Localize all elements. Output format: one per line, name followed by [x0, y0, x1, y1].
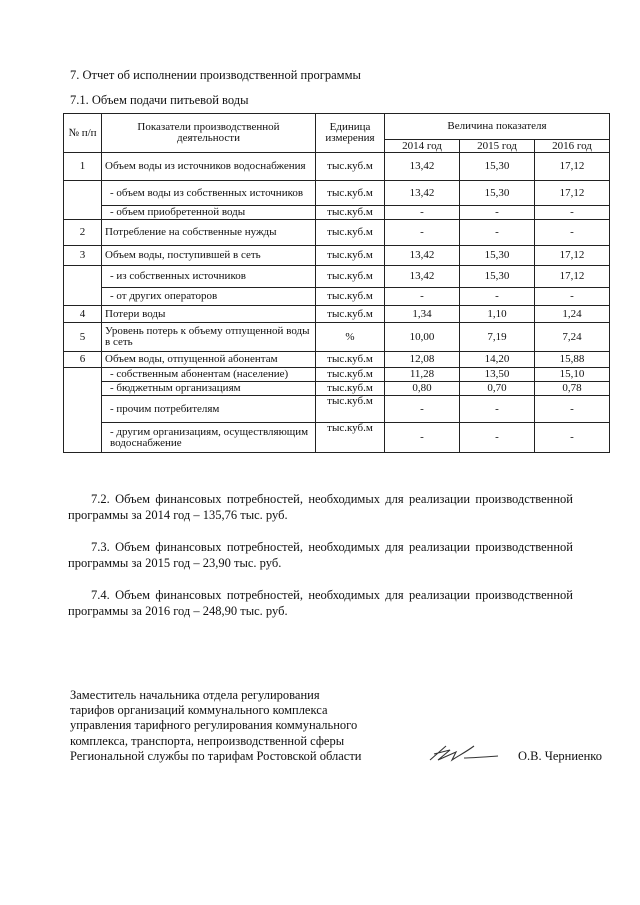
row-value-2015: -: [460, 396, 535, 423]
row-unit: тыс.куб.м: [316, 423, 385, 453]
row-unit: тыс.куб.м: [316, 206, 385, 220]
row-indicator: Объем воды, поступившей в сеть: [102, 246, 316, 266]
row-value-2015: 15,30: [460, 181, 535, 206]
row-value-2015: -: [460, 220, 535, 246]
table-row: [64, 323, 610, 352]
row-indicator: Потери воды: [102, 306, 316, 323]
row-value-2016: 17,12: [535, 266, 610, 288]
row-value-2014: 13,42: [385, 181, 460, 206]
row-value-2015: 13,50: [460, 368, 535, 382]
row-value-2014: 0,80: [385, 382, 460, 396]
row-value-2015: 15,30: [460, 266, 535, 288]
row-unit: тыс.куб.м: [316, 153, 385, 181]
table-row: [64, 246, 610, 266]
row-indicator: - из собственных источников: [102, 266, 316, 288]
table-row: [64, 382, 610, 396]
row-unit: тыс.куб.м: [316, 181, 385, 206]
row-value-2014: 10,00: [385, 323, 460, 352]
table-row: [64, 206, 610, 220]
row-num-empty: [64, 266, 102, 306]
row-value-2016: 1,24: [535, 306, 610, 323]
subsection-heading: 7.1. Объем подачи питьевой воды: [70, 93, 249, 107]
row-value-2016: 15,10: [535, 368, 610, 382]
row-num: 4: [64, 306, 102, 323]
row-num: 3: [64, 246, 102, 266]
row-indicator: - прочим потребителям: [102, 396, 316, 423]
signatory-line: тарифов организаций коммунального комплекса: [70, 703, 328, 718]
financial-needs-2014: 7.2. Объем финансовых потребностей, необходимых для реализации производственной программы за 2014 год – 135,76 тыс. руб.: [68, 492, 573, 522]
row-unit: тыс.куб.м: [316, 382, 385, 396]
row-indicator: Потребление на собственные нужды: [102, 220, 316, 246]
row-value-2016: 17,12: [535, 153, 610, 181]
row-value-2015: -: [460, 206, 535, 220]
header-num: № п/п: [64, 114, 102, 153]
handwritten-signature: [428, 740, 500, 764]
table-row: [64, 181, 610, 206]
row-unit: тыс.куб.м: [316, 220, 385, 246]
header-value: Величина показателя: [385, 114, 610, 140]
header-year: 2015 год: [460, 140, 535, 153]
row-value-2016: -: [535, 396, 610, 423]
row-value-2014: 13,42: [385, 266, 460, 288]
row-value-2014: -: [385, 206, 460, 220]
section-heading: 7. Отчет об исполнении производственной программы: [70, 68, 361, 82]
row-value-2015: 1,10: [460, 306, 535, 323]
header-year: 2014 год: [385, 140, 460, 153]
table-row: [64, 352, 610, 368]
row-num-empty: [64, 181, 102, 220]
financial-needs-2015: 7.3. Объем финансовых потребностей, необходимых для реализации производственной программы за 2015 год – 23,90 тыс. руб.: [68, 540, 573, 570]
row-unit: тыс.куб.м: [316, 396, 385, 423]
row-num-empty: [64, 368, 102, 453]
row-value-2014: 1,34: [385, 306, 460, 323]
row-value-2014: 13,42: [385, 246, 460, 266]
signatory-name: О.В. Черниенко: [518, 749, 602, 763]
row-num: 2: [64, 220, 102, 246]
row-num: 6: [64, 352, 102, 368]
row-indicator: - собственным абонентам (население): [102, 368, 316, 382]
row-indicator: - бюджетным организациям: [102, 382, 316, 396]
header-indicator: Показатели производственной деятельности: [102, 114, 316, 153]
row-indicator: - объем воды из собственных источников: [102, 181, 316, 206]
table-row: [64, 153, 610, 181]
row-value-2016: 17,12: [535, 181, 610, 206]
row-value-2015: 15,30: [460, 246, 535, 266]
row-num: 1: [64, 153, 102, 181]
row-value-2014: -: [385, 288, 460, 306]
row-value-2015: 15,30: [460, 153, 535, 181]
row-unit: тыс.куб.м: [316, 368, 385, 382]
row-unit: тыс.куб.м: [316, 266, 385, 288]
table-row: [64, 396, 610, 423]
row-unit: %: [316, 323, 385, 352]
row-value-2015: 14,20: [460, 352, 535, 368]
row-value-2016: -: [535, 206, 610, 220]
table-row: [64, 423, 610, 453]
signatory-position: [70, 688, 361, 764]
signatory-line: Региональной службы по тарифам Ростовской области: [70, 748, 362, 763]
table-row: [64, 220, 610, 246]
row-unit: тыс.куб.м: [316, 288, 385, 306]
row-indicator: - другим организациям, осуществляющим водоснабжение: [102, 423, 316, 453]
row-indicator: - от других операторов: [102, 288, 316, 306]
row-value-2016: -: [535, 220, 610, 246]
table-row: [64, 368, 610, 382]
row-value-2014: 12,08: [385, 352, 460, 368]
row-indicator: Объем воды из источников водоснабжения: [102, 153, 316, 181]
row-indicator: - объем приобретенной воды: [102, 206, 316, 220]
row-value-2015: -: [460, 423, 535, 453]
row-value-2014: 13,42: [385, 153, 460, 181]
row-indicator: Объем воды, отпущенной абонентам: [102, 352, 316, 368]
row-unit: тыс.куб.м: [316, 306, 385, 323]
row-value-2015: -: [460, 288, 535, 306]
row-value-2016: 17,12: [535, 246, 610, 266]
row-value-2014: -: [385, 423, 460, 453]
signatory-line: Заместитель начальника отдела регулирования: [70, 688, 320, 702]
row-value-2015: 0,70: [460, 382, 535, 396]
row-value-2015: 7,19: [460, 323, 535, 352]
row-unit: тыс.куб.м: [316, 352, 385, 368]
row-value-2016: 15,88: [535, 352, 610, 368]
header-year: 2016 год: [535, 140, 610, 153]
row-num: 5: [64, 323, 102, 352]
row-value-2016: 0,78: [535, 382, 610, 396]
row-value-2014: -: [385, 220, 460, 246]
row-unit: тыс.куб.м: [316, 246, 385, 266]
row-value-2016: -: [535, 288, 610, 306]
signatory-line: комплекса, транспорта, непроизводственной сферы: [70, 733, 345, 748]
water-supply-table: [63, 113, 610, 453]
table-row: [64, 266, 610, 288]
row-value-2014: -: [385, 396, 460, 423]
row-indicator: Уровень потерь к объему отпущенной воды в сеть: [102, 323, 316, 352]
signatory-line: управления тарифного регулирования коммунального: [70, 718, 358, 733]
row-value-2016: -: [535, 423, 610, 453]
header-unit: Единица измерения: [316, 114, 385, 153]
financial-needs-2016: 7.4. Объем финансовых потребностей, необходимых для реализации производственной программы за 2016 год – 248,90 тыс. руб.: [68, 588, 573, 618]
table-row: [64, 306, 610, 323]
table-row: [64, 288, 610, 306]
row-value-2014: 11,28: [385, 368, 460, 382]
row-value-2016: 7,24: [535, 323, 610, 352]
